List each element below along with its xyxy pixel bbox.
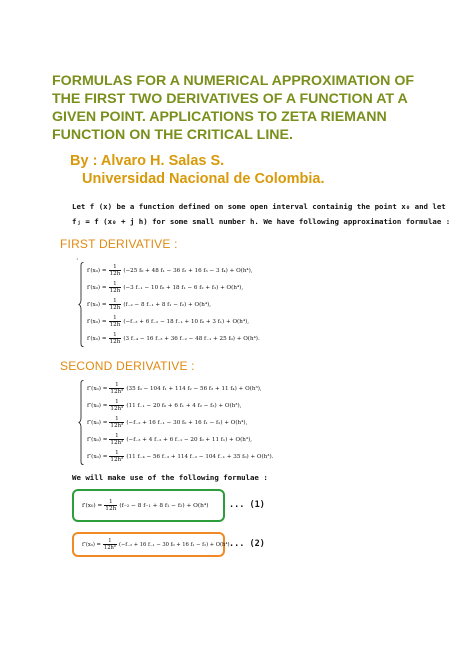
second-derivative-equation [78, 397, 274, 414]
equation-rhs: (−25 f₀ + 48 f₁ − 36 f₂ + 16 f₃ − 3 f₄) + O(h⁴), [123, 267, 253, 274]
equation-lhs: f′(x₀) = [87, 284, 107, 291]
formula-box-1 [72, 489, 225, 522]
second-derivative-equation [78, 380, 274, 397]
fraction-denominator: 12h [109, 322, 121, 328]
equation-lhs: f′(x₀) = [87, 318, 107, 325]
equation-rhs: (35 f₀ − 104 f₁ + 114 f₂ − 56 f₃ + 11 f₄) + O(h³), [126, 385, 262, 392]
formula-fraction [103, 538, 117, 551]
equation-lhs: f′(x₀) = [87, 267, 107, 274]
first-derivative-equation [78, 262, 260, 279]
fraction-denominator: 12h [109, 271, 121, 277]
equation-tag-2: ... (2) [229, 539, 265, 549]
equation-fraction [109, 332, 122, 345]
title-line: FORMULAS FOR A NUMERICAL APPROXIMATION OF [52, 73, 415, 89]
fraction-numerator: 1 [113, 264, 117, 270]
second-derivative-equation [78, 448, 274, 465]
equation-rhs: (−f₋₃ + 6 f₋₂ − 18 f₋₁ + 10 f₀ + 3 f₁) + O(h⁴), [123, 318, 250, 325]
equation-lhs: f″(x₀) = [87, 402, 108, 409]
equation-fraction [109, 382, 124, 395]
fraction-numerator: 1 [113, 298, 117, 304]
equation-rhs: (3 f₋₄ − 16 f₋₃ + 36 f₋₂ − 48 f₋₁ + 25 f₀) + O(h⁴). [123, 335, 260, 342]
equation-fraction [109, 298, 122, 311]
equation-rhs: (−f₋₃ + 4 f₋₂ + 6 f₋₁ − 20 f₀ + 11 f₁) + O(h³), [126, 436, 253, 443]
fraction-denominator: 12h² [110, 440, 124, 446]
first-derivative-equation [78, 313, 260, 330]
first-derivative-equation [78, 279, 260, 296]
title-line: GIVEN POINT. APPLICATIONS TO ZETA RIEMANN [52, 109, 387, 125]
second-derivative-equation [78, 431, 274, 448]
second-derivative-heading: SECOND DERIVATIVE : [60, 359, 195, 373]
author-institution: Universidad Nacional de Colombia. [82, 171, 325, 187]
equation-lhs: f′(x₀) = [87, 335, 107, 342]
fraction-numerator: 1 [108, 499, 113, 505]
paper-title [52, 72, 432, 144]
fraction-numerator: 1 [113, 315, 117, 321]
fraction-denominator: 12h [109, 288, 121, 294]
equation-lhs: f″(x₀) = [87, 419, 108, 426]
fraction-denominator: 12h² [110, 406, 124, 412]
marker-dot: · [76, 255, 79, 264]
fraction-denominator: 12h [109, 305, 121, 311]
fraction-numerator: 1 [108, 538, 112, 544]
first-derivative-equations [78, 262, 260, 347]
title-line: THE FIRST TWO DERIVATIVES OF A FUNCTION AT A [52, 91, 408, 107]
fraction-numerator: 1 [113, 332, 117, 338]
intro-line: Let f (x) be a function defined on some open interval containig the point x₀ and let [72, 202, 446, 211]
formula-rhs: (−f₋₂ + 16 f₋₁ − 30 f₀ + 16 f₁ − f₂) + O(h⁴) [118, 541, 230, 548]
equation-lhs: f″(x₀) = [87, 453, 108, 460]
equation-rhs: (−3 f₋₁ − 10 f₀ + 18 f₁ − 6 f₂ + f₃) + O(h⁴), [123, 284, 244, 291]
equation-fraction [109, 416, 124, 429]
equation-lhs: f″(x₀) = [87, 436, 108, 443]
equation-fraction [109, 264, 122, 277]
equation-rhs: (11 f₋₄ − 56 f₋₃ + 114 f₋₂ − 104 f₋₁ + 35 f₀) + O(h³). [126, 453, 274, 460]
fraction-numerator: 1 [115, 450, 119, 456]
intro-text [72, 199, 452, 229]
author-name: By : Alvaro H. Salas S. [70, 153, 225, 169]
fraction-numerator: 1 [113, 281, 117, 287]
fraction-numerator: 1 [115, 382, 119, 388]
formula-box-2 [72, 532, 230, 557]
second-derivative-equation [78, 414, 274, 431]
equation-fraction [109, 433, 124, 446]
fraction-denominator: 12h [109, 339, 121, 345]
equation-tag-1: ... (1) [229, 500, 265, 510]
fraction-numerator: 1 [115, 433, 119, 439]
first-derivative-heading: FIRST DERIVATIVE : [60, 237, 178, 251]
fraction-denominator: 12h² [110, 457, 124, 463]
equation-rhs: (11 f₋₁ − 20 f₀ + 6 f₁ + 4 f₂ − f₃) + O(h³), [126, 402, 242, 409]
formula-rhs: (f₋₂ − 8 f₋₁ + 8 f₁ − f₂) + O(h⁴) [119, 502, 209, 509]
equation-lhs: f″(x₀) = [87, 385, 108, 392]
use-formulae-label: We will make use of the following formulae : [72, 473, 268, 482]
first-derivative-equation [78, 330, 260, 347]
equation-fraction [109, 399, 124, 412]
fraction-numerator: 1 [115, 416, 119, 422]
equation-fraction [109, 315, 122, 328]
intro-line: fⱼ = f (x₀ + j h) for some small number h. We have following approximation formulae : [72, 217, 451, 226]
formula-lhs: f′(x₀) = [82, 502, 103, 509]
fraction-denominator: 12h² [110, 423, 124, 429]
equation-fraction [109, 450, 124, 463]
author-block [70, 152, 325, 188]
equation-rhs: (−f₋₂ + 16 f₋₁ − 30 f₀ + 16 f₁ − f₂) + O(h⁴), [126, 419, 248, 426]
second-derivative-equations [78, 380, 274, 465]
title-line: FUNCTION ON THE CRITICAL LINE. [52, 127, 293, 143]
equation-lhs: f′(x₀) = [87, 301, 107, 308]
first-derivative-equation [78, 296, 260, 313]
formula-fraction [104, 499, 117, 512]
equation-fraction [109, 281, 122, 294]
equation-rhs: (f₋₂ − 8 f₋₁ + 8 f₁ − f₂) + O(h⁴), [123, 301, 212, 308]
fraction-denominator: 12h [105, 506, 117, 512]
formula-lhs: f″(x₀) = [82, 541, 101, 548]
fraction-denominator: 12h² [110, 389, 124, 395]
fraction-numerator: 1 [115, 399, 119, 405]
fraction-denominator: 12h² [103, 545, 116, 551]
